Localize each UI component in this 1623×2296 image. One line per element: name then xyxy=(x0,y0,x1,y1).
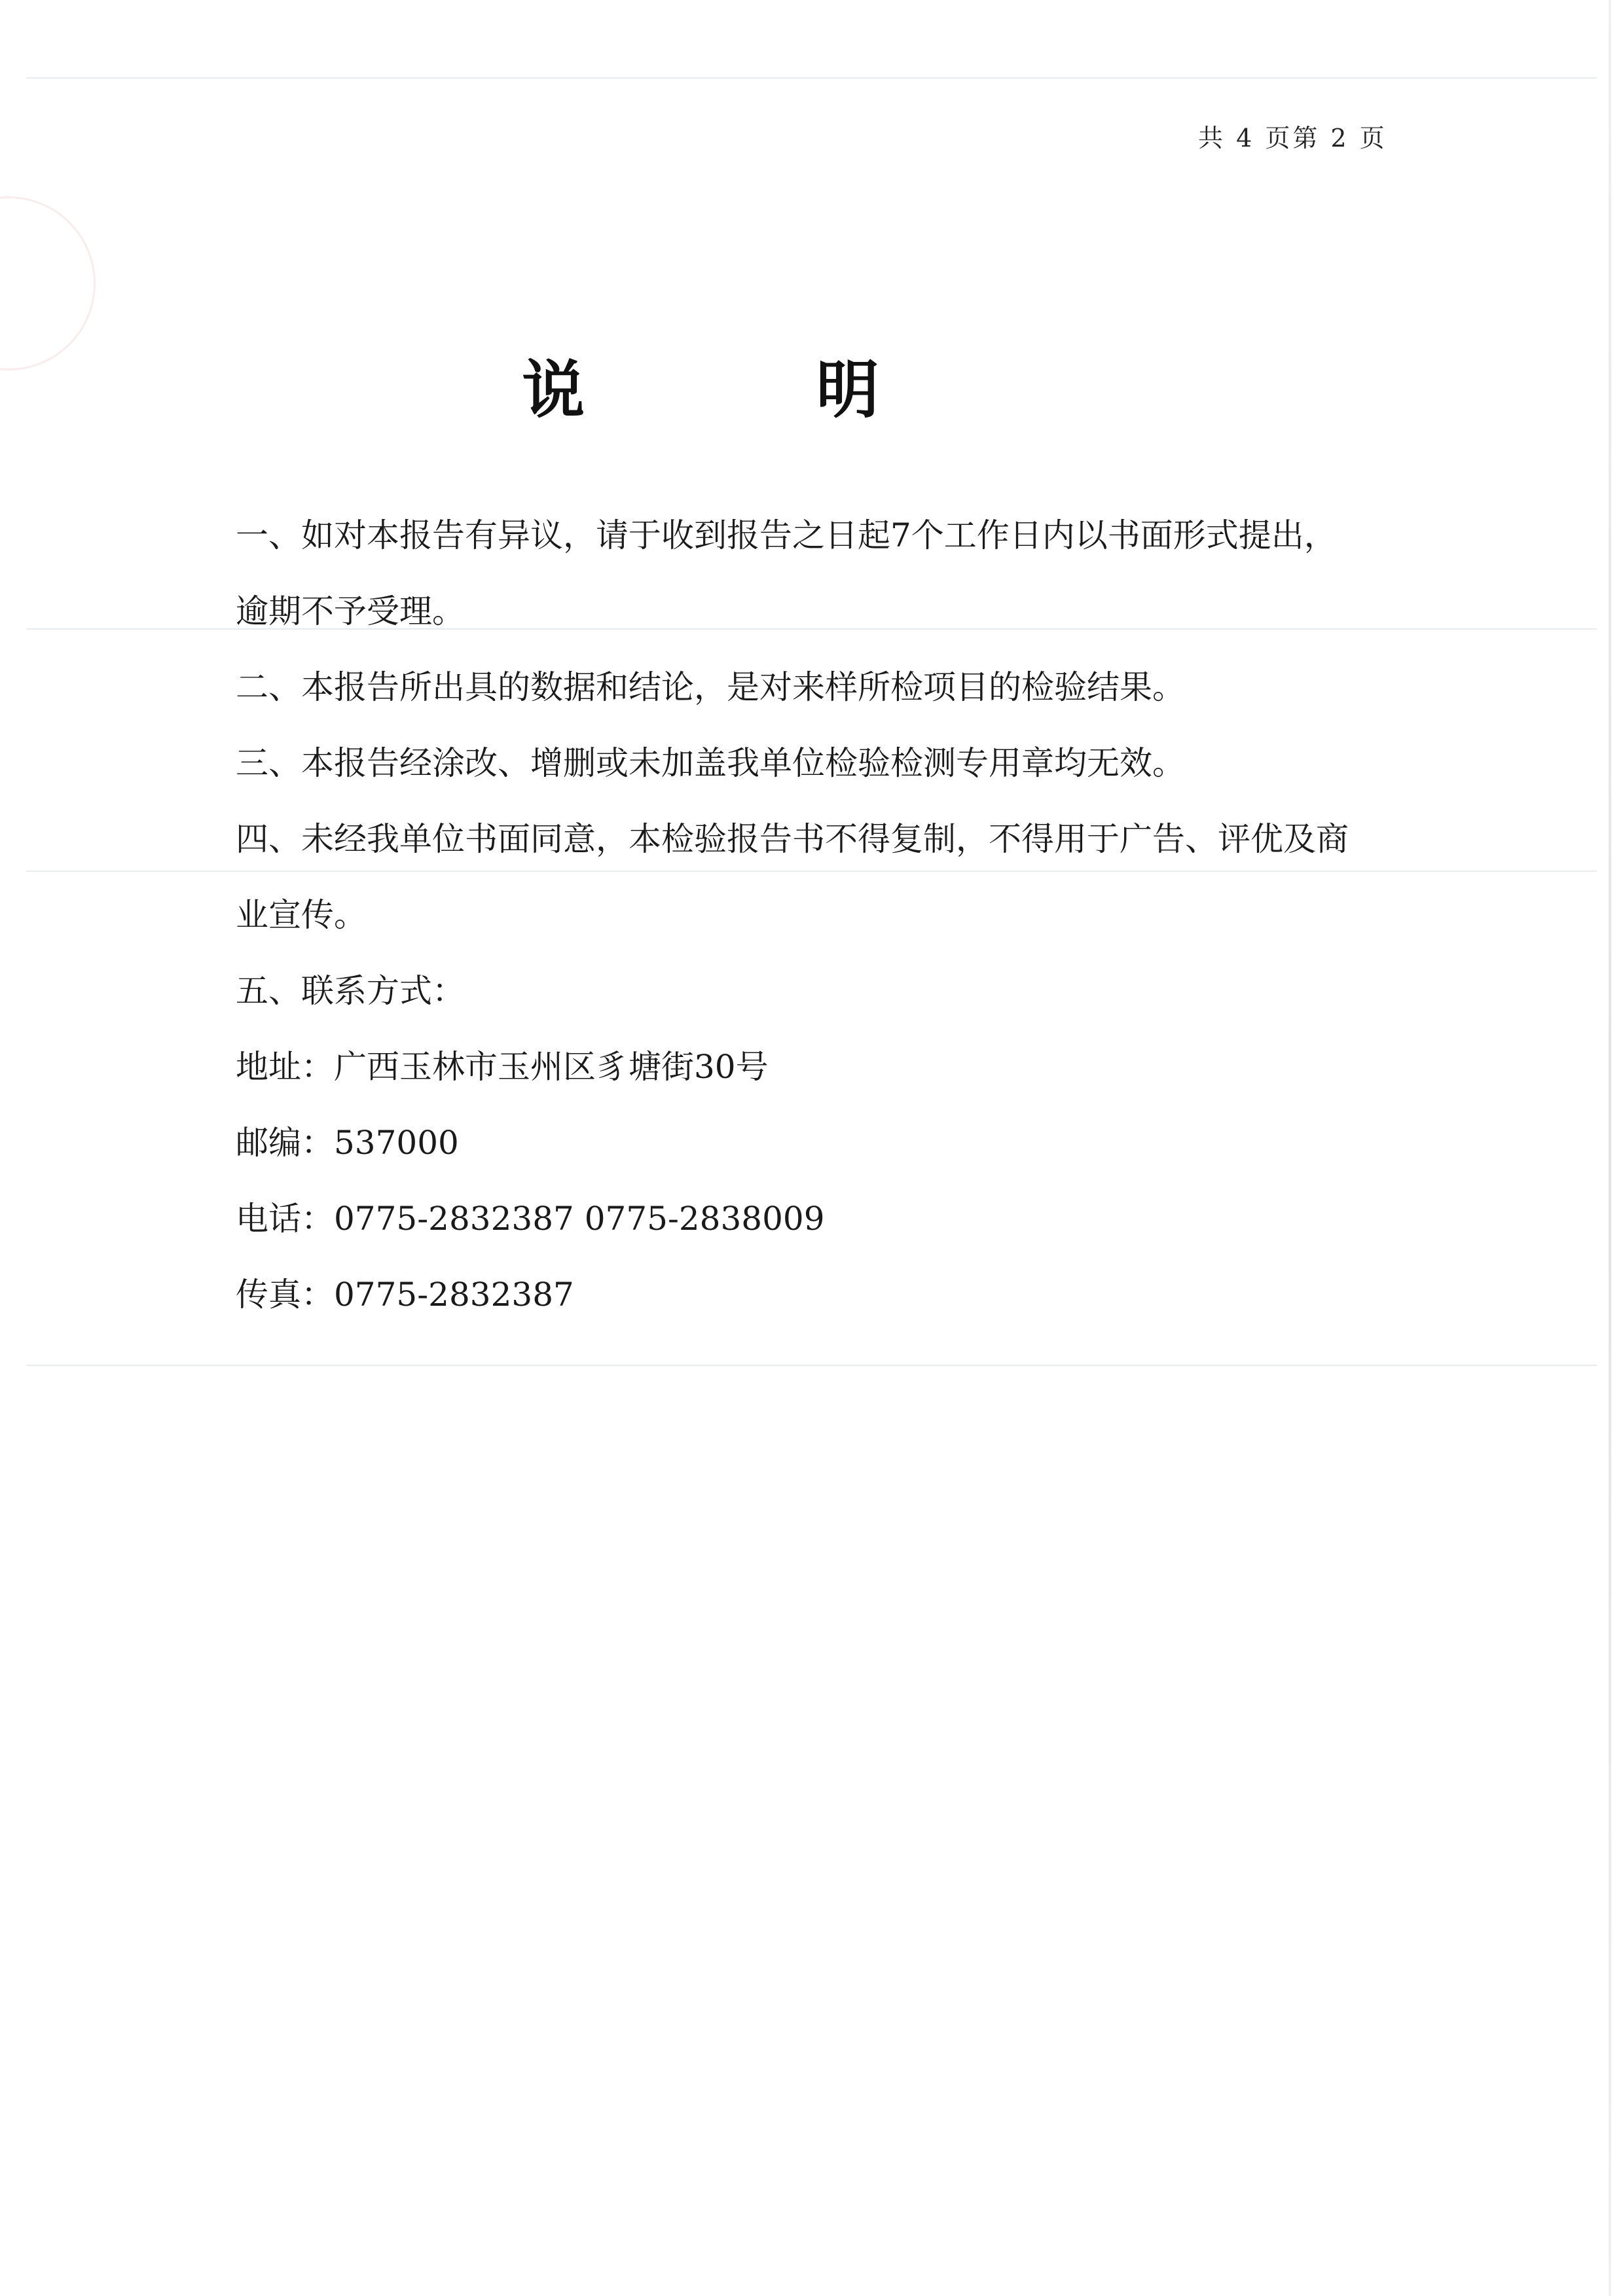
address-value: 广西玉林市玉州区豸塘街30号 xyxy=(334,1048,769,1086)
note-item-2: 二、本报告所出具的数据和结论，是对来样所检项目的检验结果。 xyxy=(236,668,1185,706)
notes-body xyxy=(236,497,1349,1333)
page-title: 说 明 xyxy=(522,353,984,427)
scan-artifact-line xyxy=(26,1365,1597,1366)
postcode-label: 邮编： xyxy=(236,1124,334,1162)
phone-value: 0775-2832387 0775-2838009 xyxy=(334,1200,825,1238)
scan-artifact-line xyxy=(26,77,1597,79)
fax-value: 0775-2832387 xyxy=(334,1276,574,1314)
page-edge xyxy=(1609,0,1611,2296)
postcode-value: 537000 xyxy=(334,1124,459,1162)
page-indicator: 共 4 页第 2 页 xyxy=(1198,124,1387,152)
contact-postcode xyxy=(236,1105,1349,1181)
phone-label: 电话： xyxy=(236,1200,334,1238)
contact-fax xyxy=(236,1257,1349,1333)
note-item-5: 五、联系方式： xyxy=(236,972,465,1010)
address-label: 地址： xyxy=(236,1048,334,1086)
contact-address xyxy=(236,1029,1349,1105)
note-item-1: 一、如对本报告有异议，请于收到报告之日起7个工作日内以书面形式提出，逾期不予受理。 xyxy=(236,516,1337,630)
contact-phone xyxy=(236,1181,1349,1257)
note-item-4: 四、未经我单位书面同意，本检验报告书不得复制，不得用于广告、评优及商业宣传。 xyxy=(236,820,1349,934)
fax-label: 传真： xyxy=(236,1276,334,1314)
note-item-3: 三、本报告经涂改、增删或未加盖我单位检验检测专用章均无效。 xyxy=(236,744,1185,782)
